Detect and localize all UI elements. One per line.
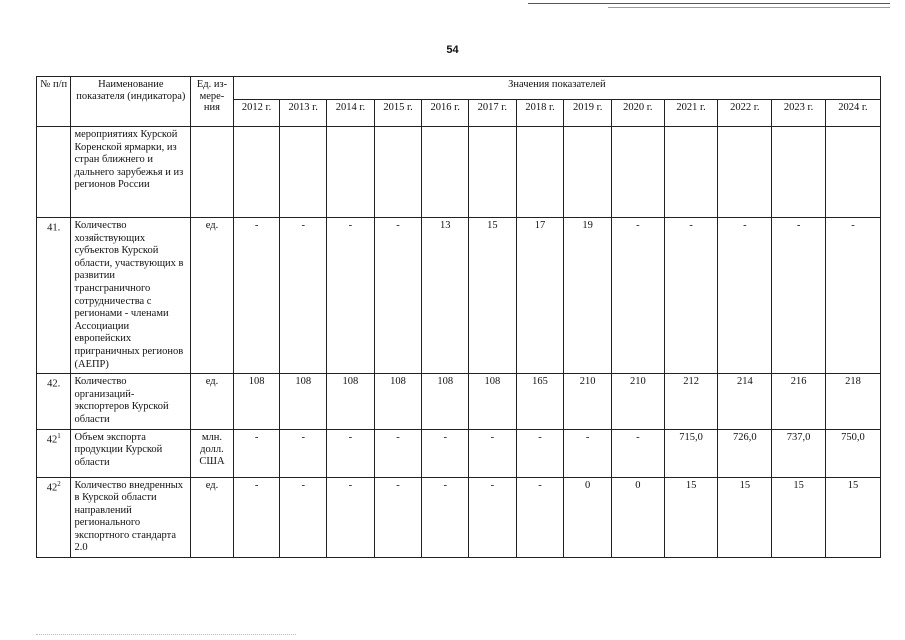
row-value: 108 [374,374,422,429]
row-value: - [825,218,880,374]
row-value: - [233,429,280,477]
row-value: 15 [772,477,826,558]
table-row [37,429,881,477]
row-value: 15 [825,477,880,558]
row-value: - [280,477,327,558]
row-value [469,127,517,218]
row-value: 108 [233,374,280,429]
row-value [422,127,469,218]
table-row [37,374,881,429]
row-value [564,127,612,218]
row-name: Количество организаций-экспортеров Курской области [71,374,191,429]
table-row [37,218,881,374]
row-value: - [374,429,422,477]
row-value: 15 [469,218,517,374]
row-value: - [664,218,718,374]
row-value: 108 [280,374,327,429]
row-name: Объем экспорта продукции Курской области [71,429,191,477]
row-num [37,127,71,218]
row-value [516,127,564,218]
row-num: 41. [37,218,71,374]
row-name: мероприятиях Курской Коренской ярмарки, из стран ближнего и дальнего зарубежья и из регионов России [71,127,191,218]
indicators-table [36,76,881,558]
header-year: 2014 г. [327,100,375,127]
row-value: 715,0 [664,429,718,477]
row-value: - [516,429,564,477]
row-unit: ед. [191,218,234,374]
header-values-group: Значения показателей [233,77,880,100]
row-value [825,127,880,218]
row-value: 13 [422,218,469,374]
row-value: 17 [516,218,564,374]
row-value: 726,0 [718,429,772,477]
header-row-1 [37,77,881,100]
page-number: 54 [446,44,459,56]
row-value [233,127,280,218]
row-value: 214 [718,374,772,429]
row-name: Количество внедренных в Курской области направлений регионального экспортного стандарта 2.0 [71,477,191,558]
row-value: 108 [422,374,469,429]
row-num: 42. [37,374,71,429]
header-year: 2012 г. [233,100,280,127]
row-value: - [422,429,469,477]
row-value: - [772,218,826,374]
row-value: - [422,477,469,558]
row-value: 165 [516,374,564,429]
row-value [280,127,327,218]
row-value: 0 [612,477,665,558]
row-value: 737,0 [772,429,826,477]
header-year: 2018 г. [516,100,564,127]
header-year: 2016 г. [422,100,469,127]
row-value: 19 [564,218,612,374]
header-year: 2019 г. [564,100,612,127]
row-value: 15 [718,477,772,558]
row-unit: млн. долл. США [191,429,234,477]
header-unit: Ед. из-мере-ния [191,77,234,127]
row-value: 210 [612,374,665,429]
table-row [37,477,881,558]
row-value: 218 [825,374,880,429]
row-value: 212 [664,374,718,429]
row-value: - [280,218,327,374]
row-value: - [718,218,772,374]
row-value: - [374,218,422,374]
row-value: 108 [327,374,375,429]
row-value: - [280,429,327,477]
top-rule [528,3,890,4]
row-value: 750,0 [825,429,880,477]
row-value: 210 [564,374,612,429]
row-value: - [374,477,422,558]
row-value: - [469,429,517,477]
row-value: 108 [469,374,517,429]
row-value: - [516,477,564,558]
row-num: $42^2$ [37,477,71,558]
row-value: - [469,477,517,558]
row-unit [191,127,234,218]
row-value [612,127,665,218]
header-year: 2022 г. [718,100,772,127]
row-value: 15 [664,477,718,558]
header-year: 2020 г. [612,100,665,127]
bottom-scan-line [36,634,296,636]
row-value: - [612,218,665,374]
row-value: - [327,429,375,477]
row-value [718,127,772,218]
row-unit: ед. [191,477,234,558]
row-value [327,127,375,218]
row-value: - [327,218,375,374]
row-value: - [233,218,280,374]
header-year: 2024 г. [825,100,880,127]
row-value: - [327,477,375,558]
row-num: $42^1$ [37,429,71,477]
row-value: - [612,429,665,477]
header-year: 2023 г. [772,100,826,127]
row-value: - [564,429,612,477]
header-name: Наименование показателя (индикатора) [71,77,191,127]
header-num: № п/п [37,77,71,127]
row-value: 216 [772,374,826,429]
row-value [772,127,826,218]
row-value: - [233,477,280,558]
top-rule-secondary [608,7,890,8]
row-value [374,127,422,218]
header-year: 2015 г. [374,100,422,127]
row-unit: ед. [191,374,234,429]
header-year: 2021 г. [664,100,718,127]
header-year: 2013 г. [280,100,327,127]
row-name: Количество хозяйствующих субъектов Курской области, участвующих в развитии трансграничного сотрудничества с регионами - членами Ассоциации европейских приграничных регионов (АЕПР) [71,218,191,374]
header-year: 2017 г. [469,100,517,127]
table-row [37,127,881,218]
row-value [664,127,718,218]
row-value: 0 [564,477,612,558]
